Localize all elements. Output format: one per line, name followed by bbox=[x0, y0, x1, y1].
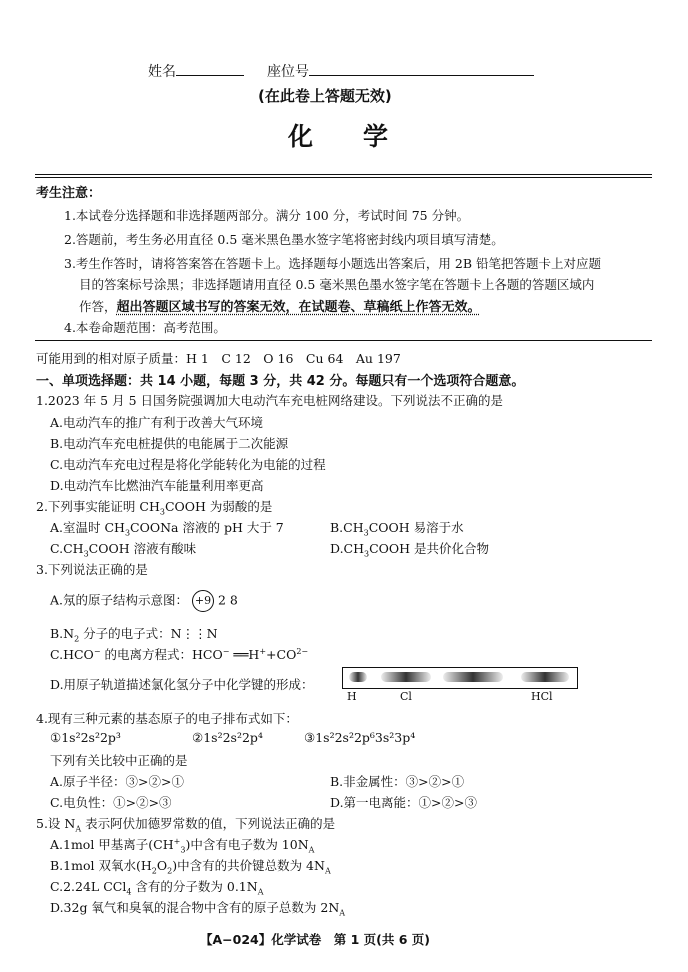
notice-heading: 考生注意： bbox=[36, 186, 102, 201]
seat-label: 座位号 bbox=[267, 64, 309, 80]
divider-top bbox=[35, 174, 652, 175]
q2-option-a: A.室温时 $CH_3COONa$ 溶液的 pH 大于 7 bbox=[50, 520, 284, 538]
seat-blank[interactable] bbox=[309, 62, 534, 76]
q2-stem: 2.下列事实能证明 $CH_3COOH$ 为弱酸的是 bbox=[36, 499, 273, 517]
q1-stem: 1.2023 年 5 月 5 日国务院强调加大电动汽车充电桩网络建设。下列说法不正确的是 bbox=[36, 393, 504, 408]
q5-option-d: D.32g 氧气和臭氧的混合物中含有的原子总数为 $2N_A$ bbox=[50, 900, 346, 918]
section-heading: 一、单项选择题：共 14 小题，每题 3 分，共 42 分。每题只有一个选项符合题意。 bbox=[36, 374, 525, 389]
notice-item-3c bbox=[79, 296, 481, 315]
q4-option-a: A.原子半径：③>②>① bbox=[50, 774, 184, 789]
q1-option-a: A.电动汽车的推广有利于改善大气环境 bbox=[50, 415, 264, 430]
notice-item-3b: 目的答案标号涂黑；非选择题请用直径 0.5 毫米黑色墨水签字笔在答题卡上各题的答题区域内 bbox=[79, 277, 595, 292]
page-footer: 【A−024】化学试卷 第 1 页(共 6 页) bbox=[200, 932, 430, 947]
atom-structure-diagram: +9 bbox=[192, 590, 214, 612]
orbital-hcl bbox=[521, 672, 569, 682]
q4-config-2: ②1s²2s²2p⁴ bbox=[192, 730, 263, 745]
notice-item-1: 1.本试卷分选择题和非选择题两部分。满分 100 分，考试时间 75 分钟。 bbox=[64, 208, 470, 223]
q4-stem: 4.现有三种元素的基态原子的电子排布式如下： bbox=[36, 711, 298, 726]
divider-notice bbox=[35, 340, 652, 341]
q1-option-b: B.电动汽车充电桩提供的电能属于二次能源 bbox=[50, 436, 289, 451]
notice-emphasis: 超出答题区域书写的答案无效，在试题卷、草稿纸上作答无效。 bbox=[116, 300, 481, 315]
q3-option-b: $B.N_2$ 分子的电子式：N⋮⋮N bbox=[50, 626, 218, 644]
name-label: 姓名 bbox=[148, 64, 176, 80]
q5-stem: 5.设 $N_A$ 表示阿伏加德罗常数的值，下列说法正确的是 bbox=[36, 816, 336, 834]
q4-config-1: ①1s²2s²2p³ bbox=[50, 730, 121, 745]
orbital-overlap bbox=[443, 672, 503, 682]
notice-item-2: 2.答题前，考生务必用直径 0.5 毫米黑色墨水签字笔将密封线内项目填写清楚。 bbox=[64, 232, 504, 247]
q1-option-c: C.电动汽车充电过程是将化学能转化为电能的过程 bbox=[50, 457, 326, 472]
q4-option-c: C.电负性：①>②>③ bbox=[50, 795, 172, 810]
orbital-h bbox=[349, 672, 367, 682]
q3-option-d: D.用原子轨道描述氯化氢分子中化学键的形成： bbox=[50, 677, 314, 692]
q4-option-b: B.非金属性：③>②>① bbox=[330, 774, 465, 789]
orbital-label-hcl: HCl bbox=[531, 690, 553, 703]
notice-item-3c-text: 作答， bbox=[79, 299, 117, 314]
divider-top-2 bbox=[35, 177, 652, 178]
atomic-masses: 可能用到的相对原子质量：H 1 C 12 O 16 Cu 64 Au 197 bbox=[36, 351, 401, 366]
q3-option-c: C.HCO− 的电离方程式：HCO− $══H^++CO^{2-}$ bbox=[50, 646, 309, 662]
seat-field[interactable] bbox=[267, 61, 534, 81]
q2-option-c: $C.CH_3COOH$ 溶液有酸味 bbox=[50, 541, 197, 559]
invalid-note: (在此卷上答题无效) bbox=[258, 87, 392, 105]
q3-stem: 3.下列说法正确的是 bbox=[36, 562, 148, 577]
q4-config-3: ③1s²2s²2p⁶3s²3p⁴ bbox=[304, 730, 416, 745]
q5-option-b: B.1mol 双氧水$(H_2O_2)$中含有的共价键总数为 $4N_A$ bbox=[50, 858, 331, 876]
name-blank[interactable] bbox=[176, 62, 244, 76]
q2-option-b: $B.CH_3COOH$ 易溶于水 bbox=[330, 520, 464, 538]
page-title: 化 学 bbox=[288, 122, 389, 151]
orbital-label-h: H bbox=[347, 690, 357, 703]
q4-sub-stem: 下列有关比较中正确的是 bbox=[50, 753, 188, 768]
name-field[interactable] bbox=[148, 61, 244, 81]
orbital-diagram bbox=[342, 667, 578, 689]
electron-shells: 2 8 bbox=[218, 592, 238, 608]
q4-option-d: D.第一电离能：①>②>③ bbox=[330, 795, 477, 810]
notice-item-4: 4.本卷命题范围：高考范围。 bbox=[64, 320, 226, 335]
q5-option-a: A.1mol 甲基离子$(CH^+_3)$中含有电子数为 $10N_A$ bbox=[50, 836, 315, 855]
orbital-cl bbox=[381, 672, 431, 682]
q2-option-d: $D.CH_3COOH$ 是共价化合物 bbox=[330, 541, 490, 559]
notice-item-3: 3.考生作答时，请将答案答在答题卡上。选择题每小题选出答案后，用 2B 铅笔把答题卡上对应题 bbox=[64, 256, 602, 271]
orbital-label-cl: Cl bbox=[400, 690, 412, 703]
q5-option-c: C.2.24L CCl$_4$ 含有的分子数为 $0.1N_A$ bbox=[50, 879, 264, 897]
q3-option-a: A.氖的原子结构示意图： +9 2 8 bbox=[50, 590, 238, 612]
q1-option-d: D.电动汽车比燃油汽车能量利用率更高 bbox=[50, 478, 264, 493]
